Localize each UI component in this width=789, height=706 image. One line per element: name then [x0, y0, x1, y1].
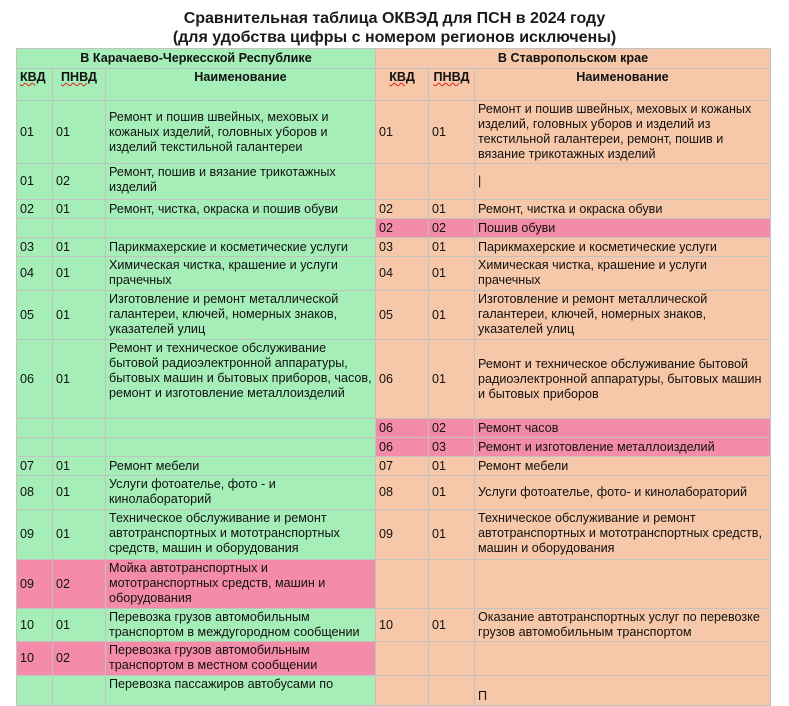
okved-comparison-table — [16, 48, 771, 706]
kchr-kvd-cell: 09 — [17, 510, 53, 560]
table-row — [17, 676, 771, 706]
table-row — [17, 476, 771, 510]
stavropol-pnvd-cell: 03 — [429, 438, 475, 457]
kchr-pnvd-cell: 02 — [53, 164, 106, 200]
kchr-name-cell: Парикмахерские и косметические услуги — [106, 238, 376, 257]
kchr-kvd-cell: 07 — [17, 457, 53, 476]
kchr-pnvd-cell — [53, 219, 106, 238]
table-row — [17, 642, 771, 676]
stavropol-pnvd-cell: 01 — [429, 291, 475, 340]
kchr-kvd-cell: 02 — [17, 200, 53, 219]
stavropol-kvd-cell: 01 — [376, 101, 429, 164]
stavropol-kvd-cell: 03 — [376, 238, 429, 257]
kchr-name-cell: Ремонт, пошив и вязание трикотажных изделий — [106, 164, 376, 200]
kchr-pnvd-cell: 01 — [53, 101, 106, 164]
stavropol-pnvd-cell: 02 — [429, 219, 475, 238]
kchr-pnvd-cell: 01 — [53, 340, 106, 419]
stavropol-name-cell: П — [475, 676, 771, 706]
kchr-pnvd-cell — [53, 676, 106, 706]
stavropol-kvd-cell: 06 — [376, 340, 429, 419]
kchr-kvd-cell — [17, 438, 53, 457]
col-header-name-right: Наименование — [475, 69, 771, 101]
stavropol-name-cell: Химическая чистка, крашение и услуги прачечных — [475, 257, 771, 291]
kchr-name-cell: Ремонт и техническое обслуживание бытовой радиоэлектронной аппаратуры, бытовых машин и бытовых приборов, часов, ремонт и изготовление металлоизделий — [106, 340, 376, 419]
stavropol-pnvd-cell: 01 — [429, 476, 475, 510]
stavropol-kvd-cell: 02 — [376, 200, 429, 219]
kchr-name-cell — [106, 419, 376, 438]
stavropol-name-cell: Пошив обуви — [475, 219, 771, 238]
kchr-kvd-cell: 05 — [17, 291, 53, 340]
region-header-kchr: В Карачаево-Черкесской Республике — [17, 49, 376, 69]
stavropol-name-cell: Парикмахерские и косметические услуги — [475, 238, 771, 257]
region-header-stavropol: В Ставропольском крае — [376, 49, 771, 69]
stavropol-name-cell: Ремонт и изготовление металлоизделий — [475, 438, 771, 457]
stavropol-kvd-cell: 06 — [376, 438, 429, 457]
stavropol-pnvd-cell: 01 — [429, 510, 475, 560]
table-row — [17, 200, 771, 219]
stavropol-pnvd-cell: 01 — [429, 257, 475, 291]
kchr-pnvd-cell: 01 — [53, 457, 106, 476]
kchr-kvd-cell: 06 — [17, 340, 53, 419]
kchr-pnvd-cell: 02 — [53, 642, 106, 676]
kchr-name-cell: Перевозка пассажиров автобусами по — [106, 676, 376, 706]
col-header-pnvd-right: ПНВД — [429, 69, 475, 101]
stavropol-kvd-cell: 07 — [376, 457, 429, 476]
stavropol-kvd-cell: 08 — [376, 476, 429, 510]
kchr-kvd-cell: 10 — [17, 609, 53, 642]
table-row — [17, 257, 771, 291]
title-line-2: (для удобства цифры с номером регионов исключены) — [172, 29, 617, 46]
kchr-name-cell: Ремонт мебели — [106, 457, 376, 476]
kchr-pnvd-cell: 01 — [53, 200, 106, 219]
kchr-name-cell: Услуги фотоателье, фото - и кинолабораторий — [106, 476, 376, 510]
stavropol-kvd-cell: 10 — [376, 609, 429, 642]
kchr-name-cell: Ремонт и пошив швейных, меховых и кожаных изделий, головных уборов и изделий текстильной галантереи — [106, 101, 376, 164]
stavropol-name-cell: | — [475, 164, 771, 200]
stavropol-pnvd-cell: 01 — [429, 340, 475, 419]
col-header-kvd-right: КВД — [376, 69, 429, 101]
kchr-kvd-cell: 08 — [17, 476, 53, 510]
stavropol-kvd-cell — [376, 560, 429, 609]
table-row — [17, 164, 771, 200]
stavropol-pnvd-cell: 01 — [429, 609, 475, 642]
kchr-name-cell — [106, 219, 376, 238]
stavropol-name-cell: Ремонт и техническое обслуживание бытовой радиоэлектронной аппаратуры, бытовых машин и бытовых приборов — [475, 340, 771, 419]
stavropol-kvd-cell: 09 — [376, 510, 429, 560]
kchr-name-cell: Изготовление и ремонт металлической галантереи, ключей, номерных знаков, указателей улиц — [106, 291, 376, 340]
kchr-name-cell: Перевозка грузов автомобильным транспортом в местном сообщении — [106, 642, 376, 676]
kchr-pnvd-cell: 01 — [53, 510, 106, 560]
stavropol-pnvd-cell — [429, 164, 475, 200]
table-row — [17, 238, 771, 257]
document-title — [0, 0, 789, 48]
stavropol-pnvd-cell — [429, 642, 475, 676]
stavropol-kvd-cell: 02 — [376, 219, 429, 238]
kchr-kvd-cell: 01 — [17, 101, 53, 164]
col-header-pnvd-left: ПНВД — [53, 69, 106, 101]
stavropol-name-cell: Ремонт, чистка и окраска обуви — [475, 200, 771, 219]
stavropol-kvd-cell: 05 — [376, 291, 429, 340]
stavropol-kvd-cell: 04 — [376, 257, 429, 291]
col-header-name-left: Наименование — [106, 69, 376, 101]
table-row — [17, 291, 771, 340]
kchr-name-cell: Техническое обслуживание и ремонт автотранспортных и мототранспортных средств, машин и оборудования — [106, 510, 376, 560]
stavropol-pnvd-cell: 01 — [429, 457, 475, 476]
stavropol-name-cell: Ремонт мебели — [475, 457, 771, 476]
kchr-name-cell: Мойка автотранспортных и мототранспортных средств, машин и оборудования — [106, 560, 376, 609]
table-row — [17, 438, 771, 457]
kchr-pnvd-cell: 01 — [53, 291, 106, 340]
kchr-name-cell: Перевозка грузов автомобильным транспортом в междугородном сообщении — [106, 609, 376, 642]
kchr-pnvd-cell — [53, 419, 106, 438]
kchr-pnvd-cell: 01 — [53, 257, 106, 291]
kchr-name-cell — [106, 438, 376, 457]
stavropol-name-cell: Изготовление и ремонт металлической галантереи, ключей, номерных знаков, указателей улиц — [475, 291, 771, 340]
stavropol-name-cell: Оказание автотранспортных услуг по перевозке грузов автомобильным транспортом — [475, 609, 771, 642]
kchr-kvd-cell: 04 — [17, 257, 53, 291]
table-row — [17, 419, 771, 438]
kchr-pnvd-cell: 01 — [53, 238, 106, 257]
stavropol-kvd-cell — [376, 164, 429, 200]
table-row — [17, 510, 771, 560]
stavropol-pnvd-cell: 01 — [429, 200, 475, 219]
stavropol-name-cell: Ремонт и пошив швейных, меховых и кожаных изделий, головных уборов и изделий из текстильной галантереи, ремонт, пошив и вязание трикотажных изделий — [475, 101, 771, 164]
stavropol-name-cell — [475, 642, 771, 676]
stavropol-name-cell: Техническое обслуживание и ремонт автотранспортных и мототранспортных средств, машин и оборудования — [475, 510, 771, 560]
kchr-pnvd-cell — [53, 438, 106, 457]
kchr-pnvd-cell: 01 — [53, 609, 106, 642]
table-row — [17, 219, 771, 238]
kchr-kvd-cell: 10 — [17, 642, 53, 676]
col-header-kvd-left: КВД — [17, 69, 53, 101]
kchr-kvd-cell: 03 — [17, 238, 53, 257]
kchr-kvd-cell: 01 — [17, 164, 53, 200]
stavropol-name-cell: Ремонт часов — [475, 419, 771, 438]
title-line-1: Сравнительная таблица ОКВЭД для ПСН в 2024 году — [183, 10, 606, 27]
stavropol-pnvd-cell — [429, 560, 475, 609]
table-row — [17, 609, 771, 642]
stavropol-name-cell — [475, 560, 771, 609]
table-row — [17, 457, 771, 476]
kchr-kvd-cell — [17, 676, 53, 706]
kchr-pnvd-cell: 01 — [53, 476, 106, 510]
kchr-kvd-cell — [17, 419, 53, 438]
table-row — [17, 340, 771, 419]
stavropol-kvd-cell — [376, 642, 429, 676]
kchr-pnvd-cell: 02 — [53, 560, 106, 609]
stavropol-kvd-cell: 06 — [376, 419, 429, 438]
stavropol-name-cell: Услуги фотоателье, фото- и кинолабораторий — [475, 476, 771, 510]
stavropol-pnvd-cell: 01 — [429, 238, 475, 257]
stavropol-kvd-cell — [376, 676, 429, 706]
stavropol-pnvd-cell: 01 — [429, 101, 475, 164]
stavropol-pnvd-cell: 02 — [429, 419, 475, 438]
kchr-name-cell: Химическая чистка, крашение и услуги прачечных — [106, 257, 376, 291]
kchr-kvd-cell — [17, 219, 53, 238]
kchr-name-cell: Ремонт, чистка, окраска и пошив обуви — [106, 200, 376, 219]
table-row — [17, 101, 771, 164]
table-row — [17, 560, 771, 609]
kchr-kvd-cell: 09 — [17, 560, 53, 609]
stavropol-pnvd-cell — [429, 676, 475, 706]
